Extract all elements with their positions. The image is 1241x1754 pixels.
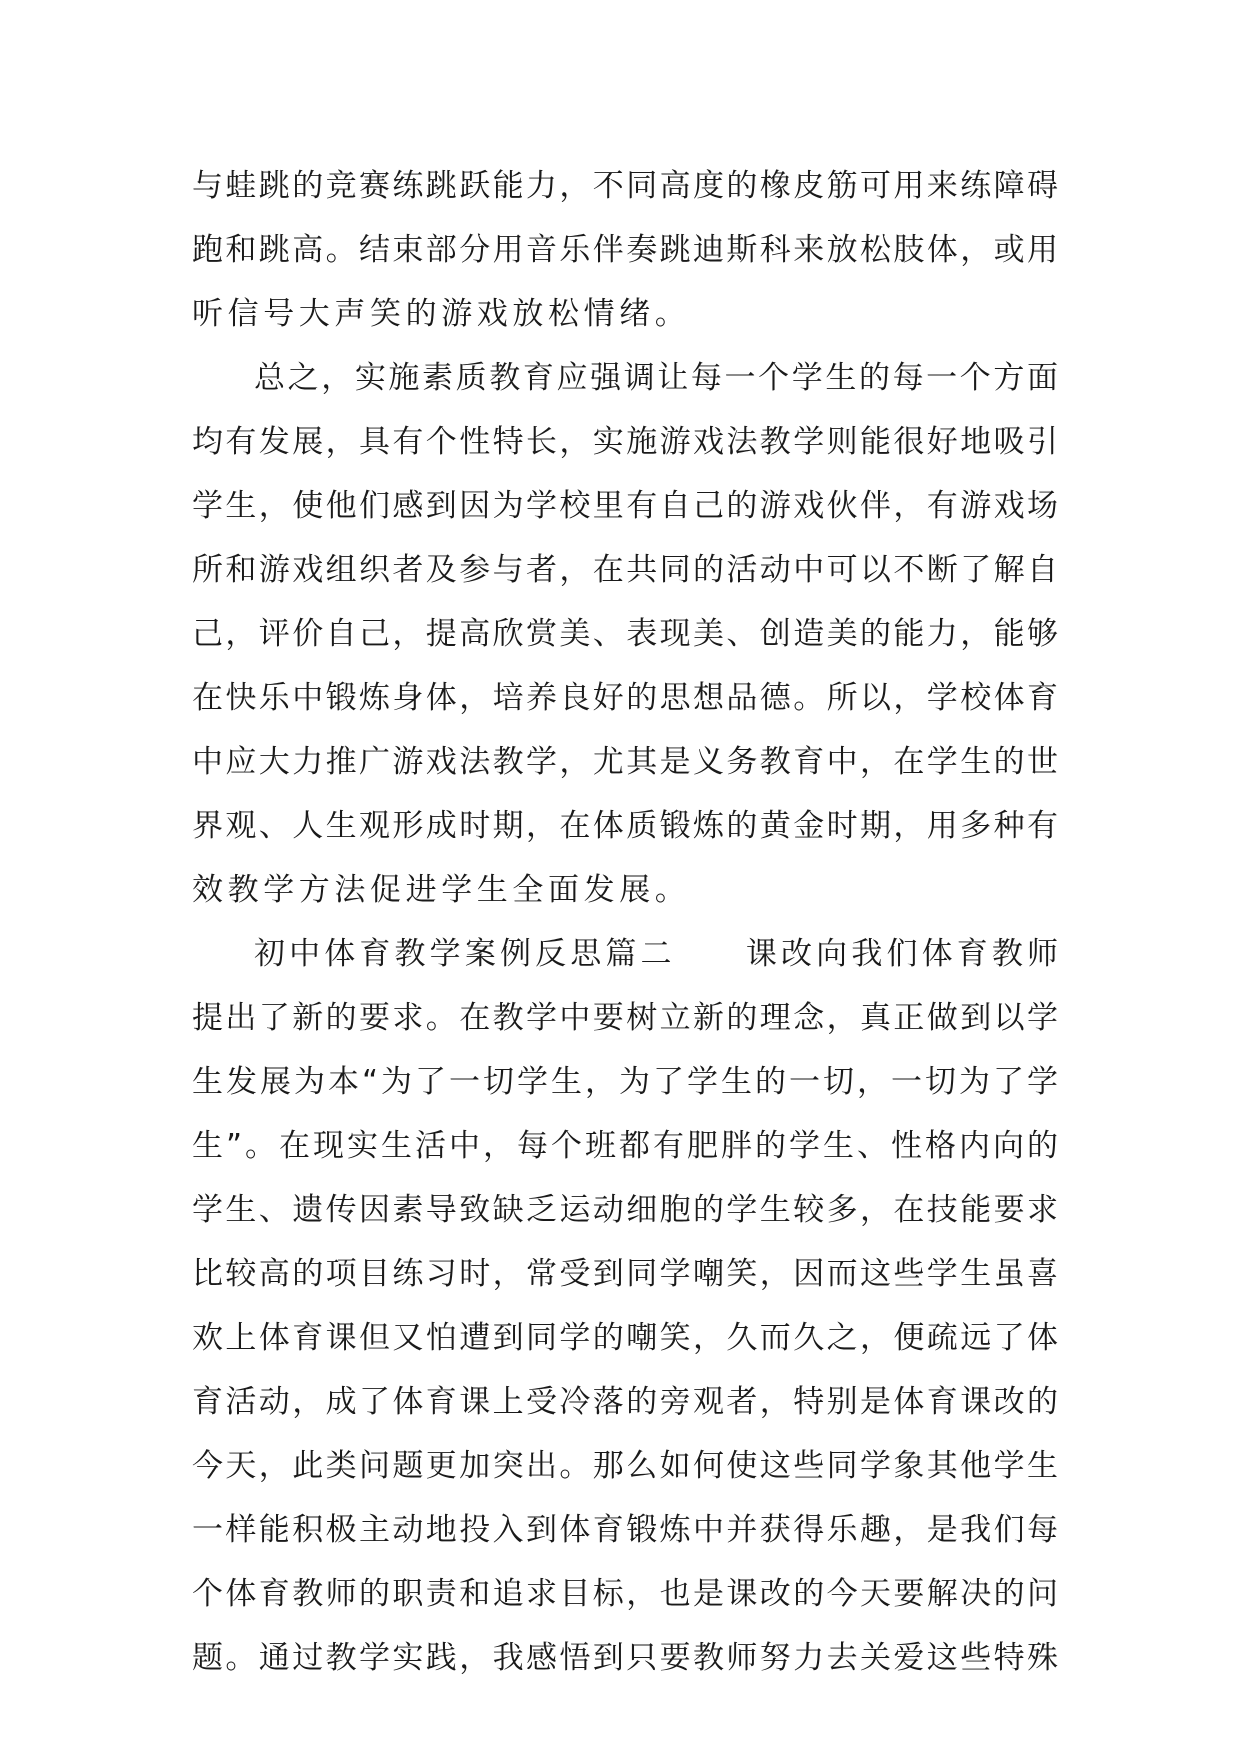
- text-line-12: 效教学方法促进学生全面发展。: [192, 872, 691, 908]
- text-line-24: 题。通过教学实践，我感悟到只要教师努力去关爱这些特殊: [192, 1640, 1058, 1676]
- text-line-4: 总之，实施素质教育应强调让每一个学生的每一个方面: [254, 360, 1058, 396]
- text-line-1: 与蛙跳的竞赛练跳跃能力，不同高度的橡皮筋可用来练障碍: [192, 168, 1058, 204]
- text-line-23: 个体育教师的职责和追求目标，也是课改的今天要解决的问: [192, 1576, 1058, 1612]
- text-line-21: 今天，此类问题更加突出。那么如何使这些同学象其他学生: [192, 1448, 1058, 1484]
- text-line-18: 比较高的项目练习时，常受到同学嘲笑，因而这些学生虽喜: [192, 1256, 1058, 1292]
- text-line-22: 一样能积极主动地投入到体育锻炼中并获得乐趣，是我们每: [192, 1512, 1058, 1548]
- text-line-7: 所和游戏组织者及参与者，在共同的活动中可以不断了解自: [192, 552, 1058, 588]
- text-line-10: 中应大力推广游戏法教学，尤其是义务教育中，在学生的世: [192, 744, 1058, 780]
- text-line-3: 听信号大声笑的游戏放松情绪。: [192, 296, 691, 332]
- text-line-5: 均有发展，具有个性特长，实施游戏法教学则能很好地吸引: [192, 424, 1058, 460]
- text-line-11: 界观、人生观形成时期，在体质锻炼的黄金时期，用多种有: [192, 808, 1058, 844]
- text-line-20: 育活动，成了体育课上受冷落的旁观者，特别是体育课改的: [192, 1384, 1058, 1420]
- text-line-16: 生”。在现实生活中，每个班都有肥胖的学生、性格内向的: [192, 1128, 1058, 1164]
- text-line-6: 学生，使他们感到因为学校里有自己的游戏伙伴，有游戏场: [192, 488, 1058, 524]
- text-line-2: 跑和跳高。结束部分用音乐伴奏跳迪斯科来放松肢体，或用: [192, 232, 1058, 268]
- text-line-8: 己，评价自己，提高欣赏美、表现美、创造美的能力，能够: [192, 616, 1058, 652]
- text-line-17: 学生、遗传因素导致缺乏运动细胞的学生较多，在技能要求: [192, 1192, 1058, 1228]
- text-line-19: 欢上体育课但又怕遭到同学的嘲笑，久而久之，便疏远了体: [192, 1320, 1058, 1356]
- body-text: [192, 154, 1058, 1690]
- text-line-14: 提出了新的要求。在教学中要树立新的理念，真正做到以学: [192, 1000, 1058, 1036]
- text-line-15: 生发展为本“为了一切学生，为了学生的一切，一切为了学: [192, 1064, 1058, 1100]
- text-line-13: 初中体育教学案例反思篇二 课改向我们体育教师: [254, 936, 1058, 972]
- text-line-9: 在快乐中锻炼身体，培养良好的思想品德。所以，学校体育: [192, 680, 1058, 716]
